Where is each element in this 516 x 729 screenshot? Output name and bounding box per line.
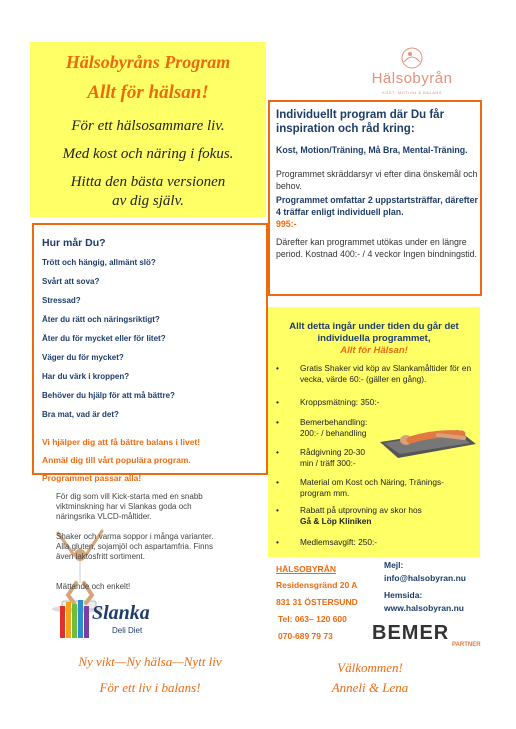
hero-subtitle: Allt för hälsan! <box>87 82 209 103</box>
hur-question: Stressad? <box>42 296 81 305</box>
mail-label: Mejl: <box>384 560 404 570</box>
hur-question: Svårt att sova? <box>42 277 100 286</box>
program-extend: Därefter kan programmet utökas under en längre period. Kostnad 400:- / 4 veckor Ingen bindningstid. <box>276 237 477 259</box>
bemer-name: BEMER <box>372 622 450 644</box>
bemer-sub: PARTNER <box>452 642 481 648</box>
hur-heading: Hur mår Du? <box>42 237 106 249</box>
hero-title: Hälsobyråns Program <box>65 52 231 72</box>
slogan-line: För ett liv i balans! <box>99 680 201 695</box>
hur-question: Äter du för mycket eller för litet? <box>42 334 166 343</box>
included-heading-text: Allt detta ingår under tiden du går det individuella programmet, <box>289 321 459 344</box>
welcome-line: Välkommen! <box>337 660 403 675</box>
hur-question: Behöver du hjälp för att må bättre? <box>42 391 175 400</box>
hur-mar-du-box <box>32 223 268 483</box>
logo-tagline: KOST, MOTION & BALANS <box>382 90 442 95</box>
slanka-sub: Deli Diet <box>112 626 143 635</box>
web-link[interactable]: www.halsobyran.nu <box>384 603 464 613</box>
slanka-name: Slanka <box>92 602 150 624</box>
kickstart-intro: För dig som vill Kick-starta med en snabb viktminskning har vi Slankas goda och näringsrika VLCD-måltider. <box>56 492 203 521</box>
mail-link[interactable]: info@halsobyran.nu <box>384 573 466 583</box>
hero-box <box>30 42 266 217</box>
included-heading-accent: Allt för Hälsan! <box>340 345 408 356</box>
hero-line: Hitta den bästa versionen <box>70 174 226 190</box>
hur-question: Väger du för mycket? <box>42 353 124 362</box>
slogan-line: Ny vikt—Ny hälsa—Nytt liv <box>78 654 222 669</box>
welcome-names: Anneli & Lena <box>331 680 409 695</box>
hur-question: Äter du rätt och näringsriktigt? <box>42 315 160 324</box>
hur-cta: Programmet passar alla! <box>42 473 142 483</box>
logo-name: Hälsobyrån <box>371 70 453 87</box>
contact-tel: Tel: 063– 120 600 <box>278 614 347 624</box>
bemer-logo <box>370 622 480 652</box>
program-box <box>268 100 482 296</box>
contact-mobile: 070-689 79 73 <box>278 631 333 641</box>
program-tailored: Programmet skräddarsyr vi efter dina önskemål och behov. <box>276 169 478 191</box>
included-box: Allt detta ingår under tiden du går det individuella programmet, Allt för Hälsan! • Gratis Shaker vid köp av Slankamåltider för en vecka, värde 60:- (gäller en gång). • Kroppsmätning: 350:- • Bemerbehandling: 200:- / behandling • Rådgivning 20-30 min / träff 300:- • Material om Kost och Näring, Tränings-program mm. • Rabatt på utprovning av skor hos Gå & Löp Kliniken • Medlemsavgift: 250:- <box>268 307 480 557</box>
hur-cta: Anmäl dig till vårt populära program. <box>42 455 191 465</box>
web-label: Hemsida: <box>384 590 423 600</box>
program-price: 995:- <box>276 219 297 229</box>
contact-street: Residensgränd 20 A <box>276 580 358 590</box>
hero-line: Med kost och näring i fokus. <box>62 146 234 162</box>
kickstart-tagline: Mättande och enkelt! <box>56 582 131 591</box>
halsobyran-logo <box>358 44 466 99</box>
program-meetings: Programmet omfattar 2 uppstartsträffar, därefter 4 träffar enligt individuell plan. <box>276 195 478 217</box>
slanka-logo <box>60 600 180 644</box>
hur-cta: Vi hjälper dig att få bättre balans i livet! <box>42 437 201 447</box>
kickstart-products: Shaker och varma soppor i många varianter. Alla gluten, sojamjöl och aspartamfria. Finns även laktosfritt sortiment. <box>56 532 214 561</box>
program-topics: Kost, Motion/Träning, Må Bra, Mental-Träning. <box>276 145 468 155</box>
program-heading: Individuellt program där Du får inspiration och råd kring: <box>276 109 445 135</box>
bemer-mat-image <box>376 412 480 460</box>
hur-question: Har du värk i kroppen? <box>42 372 130 381</box>
hero-line: av dig själv. <box>112 193 184 209</box>
hero-line: För ett hälsosammare liv. <box>71 118 225 134</box>
included-heading <box>268 321 480 357</box>
contact-company: HÄLSOBYRÅN <box>276 564 336 574</box>
hur-question: Bra mat, vad är det? <box>42 410 119 419</box>
hur-question: Trött och hängig, allmänt slö? <box>42 258 156 267</box>
contact-city: 831 31 ÖSTERSUND <box>276 597 358 607</box>
